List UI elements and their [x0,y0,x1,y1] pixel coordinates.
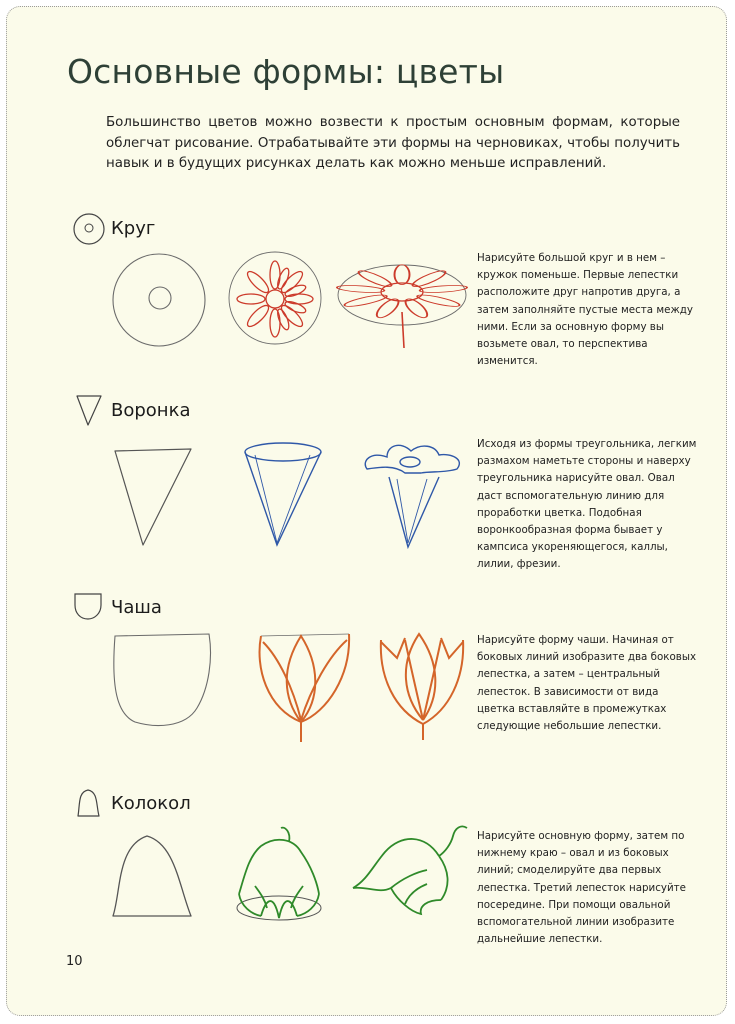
triangle-shape-icon [75,393,103,427]
step1-big-circle [113,254,205,346]
circle-shape-icon [71,211,107,247]
step1-cup [114,634,211,725]
cup-shape-icon [72,591,104,621]
step2-tulip [260,634,350,742]
step3-tulip [381,634,463,740]
step1-triangle [115,449,191,545]
section-title-voronka: Воронка [111,400,191,421]
section-desc-chasha: Нарисуйте форму чаши. Начиная от боковых линий изобразите два боковых лепестка, а затем – центральный лепесток. В зависимости от вида цветка вставляйте в промежутках следующие небольшие лепестки. [477,634,697,733]
bell-shape-icon [72,786,104,820]
daisy-flower-front [237,261,313,337]
section-desc-krug: Нарисуйте большой круг и в нем – кружок поменьше. Первые лепестки расположите друг напротив друга, а затем заполняйте пустые места между ними. Если за основную форму вы возьмете овал, то перспектива изменится. [477,252,693,368]
step2-circle [229,252,321,344]
cup-flower-illustration [105,628,475,748]
step2-funnel [245,443,321,545]
section-desc-kolokol: Нарисуйте основную форму, затем по нижнему краю – овал и из боковых линий; смоделируйте два первых лепестка. Третий лепесток нарисуйте посередине. При помощи овальной вспомогательной линии изобразите дальнейшие лепестки. [477,830,687,946]
page-title: Основные формы: цветы [67,52,505,91]
bell-flower-illustration [105,822,475,932]
funnel-flower-illustration [105,435,475,555]
step3-funnel-flower [365,445,459,547]
intro-paragraph: Большинство цветов можно возвести к простым основным формам, которые облегчат рисование. Отрабатывайте эти формы на черновиках, чтобы получить навык и в будущих рисунках делать как можно меньше исправлений. [106,115,680,171]
section-title-kolokol: Колокол [111,793,191,814]
section-desc-voronka: Исходя из формы треугольника, легким размахом наметьте стороны и наверху треугольника нарисуйте овал. Овал даст вспомогательную линию для проработки цветка. Подобная воронкообразная форма бывает у кампсиса укореняющегося, каллы, лилии, фрезии. [477,438,697,571]
section-title-krug: Круг [111,218,156,239]
section-title-chasha: Чаша [111,597,162,618]
step3-bellflower [353,826,467,914]
page-number: 10 [66,954,83,969]
step1-bell [113,836,191,916]
daisy-flower-perspective [336,265,469,348]
circle-flower-illustration [105,250,475,360]
step2-bellflower [237,828,321,920]
step1-small-circle [149,287,171,309]
